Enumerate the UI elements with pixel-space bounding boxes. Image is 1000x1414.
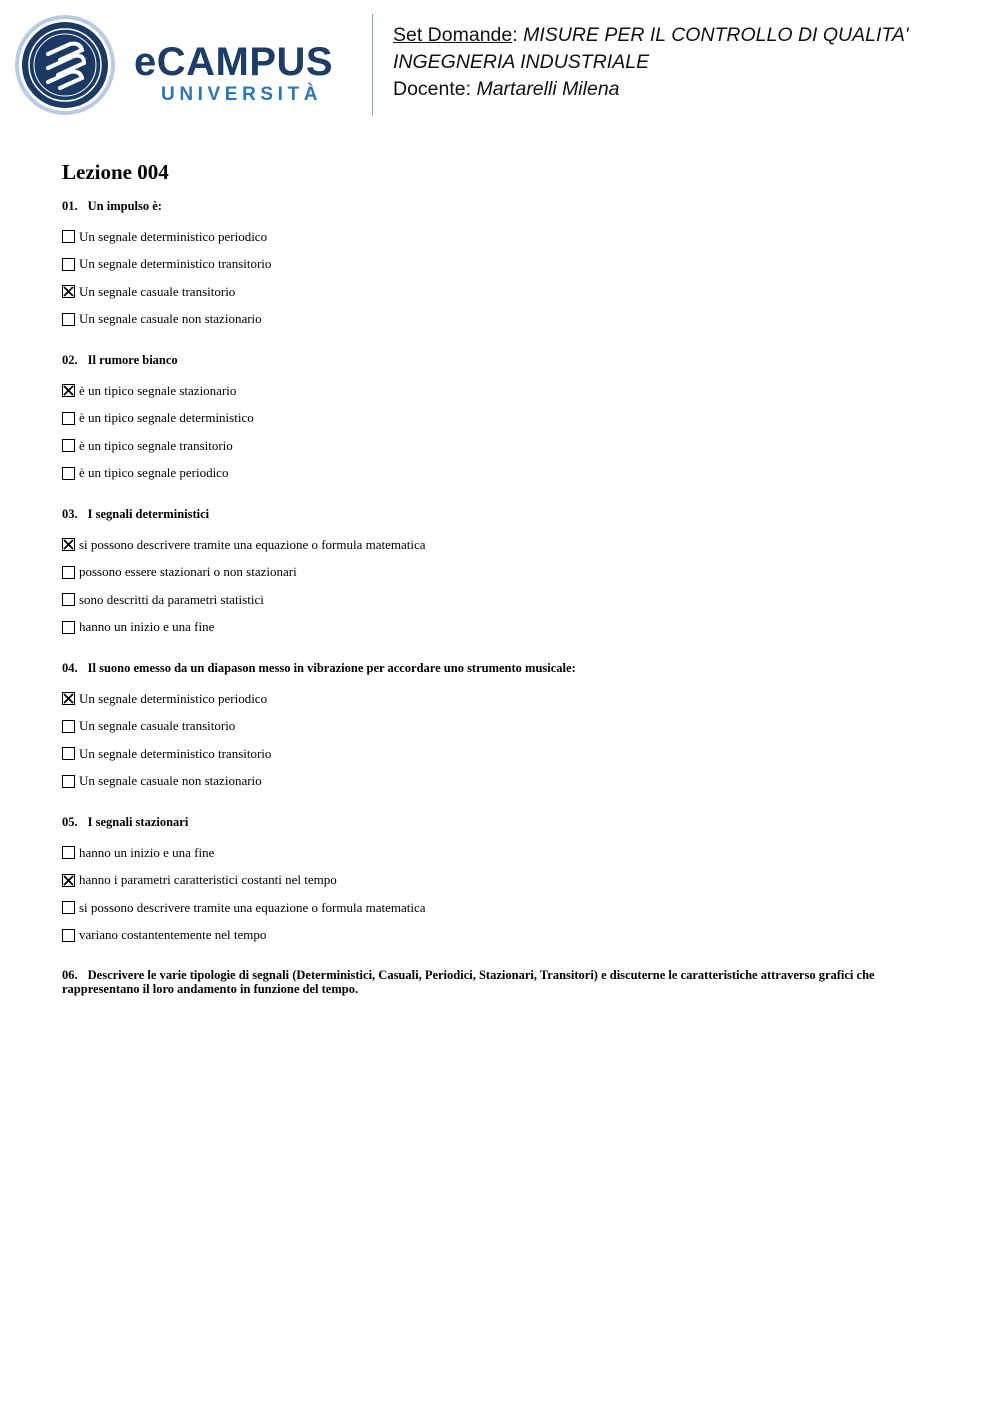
answer-option: [62, 740, 942, 768]
answer-checkbox[interactable]: [62, 901, 75, 914]
answer-text: Un segnale deterministico periodico: [79, 690, 268, 706]
question-number: 04.: [62, 661, 78, 675]
question-number: 06.: [62, 968, 78, 982]
answer-option: [62, 377, 942, 405]
teacher-name: Martarelli Milena: [476, 78, 620, 100]
quiz-content: [62, 160, 942, 1016]
answer-option: [62, 306, 942, 334]
question-number: 05.: [62, 815, 78, 829]
answer-option: [62, 685, 942, 713]
answer-text: hanno un inizio e una fine: [79, 619, 215, 635]
question-text: Il rumore bianco: [87, 353, 178, 367]
answer-text: si possono descrivere tramite una equazione o formula matematica: [79, 899, 426, 915]
check-x-icon: [63, 286, 74, 297]
answer-checkbox[interactable]: [62, 439, 75, 452]
answer-option: [62, 278, 942, 306]
answer-checkbox[interactable]: [62, 467, 75, 480]
answer-checkbox[interactable]: [62, 412, 75, 425]
question: [62, 507, 942, 641]
brand-name: eCAMPUS: [134, 40, 334, 84]
question: [62, 199, 942, 333]
answer-option: [62, 867, 942, 895]
answer-text: è un tipico segnale stazionario: [79, 382, 237, 398]
question-title: [62, 353, 942, 367]
question-number: 03.: [62, 507, 78, 521]
course-title-line: [393, 22, 909, 49]
answer-text: Un segnale casuale transitorio: [79, 283, 236, 299]
set-separator: :: [512, 24, 524, 46]
brand-subtitle: UNIVERSITÀ: [161, 84, 323, 105]
answer-text: Un segnale deterministico periodico: [79, 228, 268, 244]
answer-checkbox[interactable]: [62, 720, 75, 733]
course-info: [393, 22, 909, 103]
answer-text: sono descritti da parametri statistici: [79, 591, 264, 607]
answer-checkbox[interactable]: [62, 384, 75, 397]
answer-text: si possono descrivere tramite una equazione o formula matematica: [79, 536, 426, 552]
answer-checkbox[interactable]: [62, 230, 75, 243]
answer-text: Un segnale deterministico transitorio: [79, 745, 272, 761]
answer-option: [62, 839, 942, 867]
question-text: Descrivere le varie tipologie di segnali (Deterministici, Casuali, Periodici, Stazionari, Transitori) e discuterne le caratteristiche attraverso grafici che rappresentano il loro andamento in funzione del tempo.: [62, 968, 875, 996]
answer-checkbox[interactable]: [62, 692, 75, 705]
question-number: 01.: [62, 199, 78, 213]
page-header: [0, 0, 1000, 130]
answer-text: è un tipico segnale transitorio: [79, 437, 233, 453]
answer-option: [62, 223, 942, 251]
answer-checkbox[interactable]: [62, 874, 75, 887]
answer-checkbox[interactable]: [62, 258, 75, 271]
answer-option: [62, 894, 942, 922]
answer-text: Un segnale casuale non stazionario: [79, 773, 262, 789]
answer-option: [62, 713, 942, 741]
teacher-label: Docente:: [393, 78, 477, 100]
teacher-line: [393, 76, 909, 103]
check-x-icon: [63, 693, 74, 704]
answer-option: [62, 559, 942, 587]
question-title: [62, 661, 942, 675]
answer-text: è un tipico segnale deterministico: [79, 410, 254, 426]
answer-option: [62, 460, 942, 488]
check-x-icon: [63, 385, 74, 396]
course-title: MISURE PER IL CONTROLLO DI QUALITA': [523, 24, 909, 46]
question-text: Un impulso è:: [87, 199, 162, 213]
question: [62, 661, 942, 795]
question-title: [62, 815, 942, 829]
question-title: [62, 507, 942, 521]
answer-option: [62, 432, 942, 460]
answer-checkbox[interactable]: [62, 538, 75, 551]
question: [62, 353, 942, 487]
question: [62, 815, 942, 949]
answer-checkbox[interactable]: [62, 929, 75, 942]
answer-text: Un segnale casuale non stazionario: [79, 311, 262, 327]
question-text: Il suono emesso da un diapason messo in vibrazione per accordare uno strumento musicale:: [87, 661, 576, 675]
open-question: [62, 969, 942, 996]
check-x-icon: [63, 539, 74, 550]
answer-text: Un segnale casuale transitorio: [79, 718, 236, 734]
answer-option: [62, 586, 942, 614]
question-number: 02.: [62, 353, 78, 367]
question-title: [62, 199, 942, 213]
check-x-icon: [63, 875, 74, 886]
answer-option: [62, 531, 942, 559]
answer-checkbox[interactable]: [62, 747, 75, 760]
answer-checkbox[interactable]: [62, 593, 75, 606]
answer-option: [62, 922, 942, 950]
answer-text: hanno i parametri caratteristici costanti nel tempo: [79, 872, 337, 888]
lesson-title: Lezione 004: [62, 160, 169, 184]
set-label: Set Domande: [393, 24, 513, 46]
course-subtitle: INGEGNERIA INDUSTRIALE: [393, 51, 650, 73]
ecampus-seal-logo: [14, 14, 116, 116]
answer-checkbox[interactable]: [62, 775, 75, 788]
answer-option: [62, 251, 942, 279]
answer-text: variano costantentemente nel tempo: [79, 927, 267, 943]
answer-checkbox[interactable]: [62, 846, 75, 859]
header-divider: [372, 14, 373, 116]
answer-option: [62, 405, 942, 433]
answer-checkbox[interactable]: [62, 313, 75, 326]
answer-text: è un tipico segnale periodico: [79, 465, 229, 481]
answer-checkbox[interactable]: [62, 566, 75, 579]
answer-text: possono essere stazionari o non stazionari: [79, 564, 297, 580]
ecampus-wordmark: [134, 40, 333, 106]
answer-option: [62, 768, 942, 796]
question-text: I segnali deterministici: [87, 507, 210, 521]
answer-checkbox[interactable]: [62, 621, 75, 634]
question-text: I segnali stazionari: [87, 815, 189, 829]
answer-option: [62, 614, 942, 642]
answer-text: Un segnale deterministico transitorio: [79, 256, 272, 272]
question-title: [62, 969, 942, 996]
answer-checkbox[interactable]: [62, 285, 75, 298]
answer-text: hanno un inizio e una fine: [79, 844, 215, 860]
